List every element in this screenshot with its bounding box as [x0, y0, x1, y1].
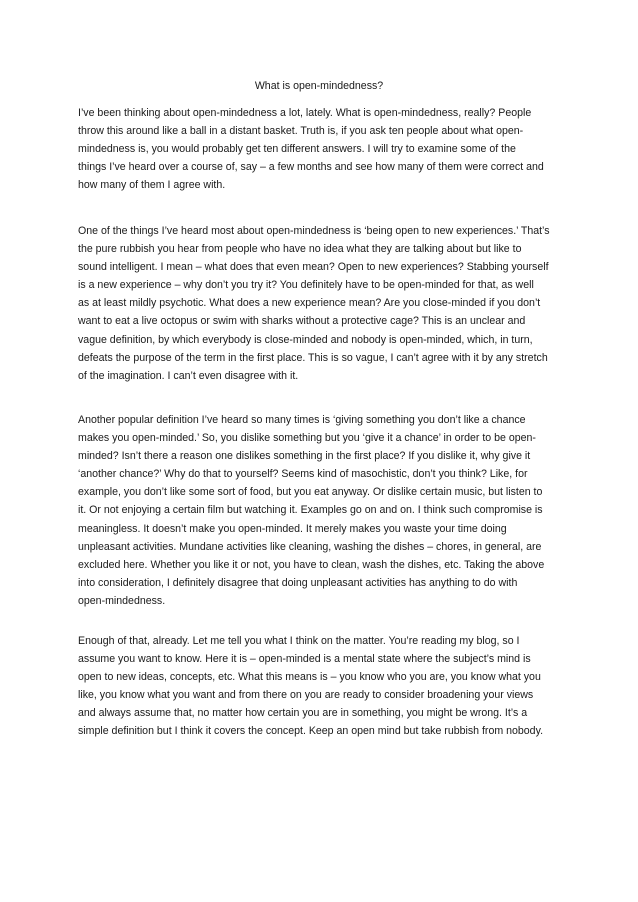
paragraph-line: things I’ve heard over a course of, say – a few months and see how many of them were correct and: [78, 161, 544, 174]
paragraph-line: as at least mildly psychotic. What does a new experience mean? Are you close-minded if you don’t: [78, 297, 541, 310]
paragraph-line: it. Or not enjoying a certain film but watching it. Examples go on and on. I think such compromise is: [78, 504, 543, 517]
paragraph-line: excluded here. Whether you like it or not, you have to clean, wash the dishes, etc. Taking the above: [78, 558, 545, 571]
paragraph-line: Enough of that, already. Let me tell you what I think on the matter. You’re reading my blog, so I: [78, 635, 520, 647]
paragraph-line: minded? Isn’t there a reason one dislikes something in the first place? If you dislike it, why give it: [78, 450, 531, 463]
paragraph-line: want to eat a live octopus or swim with sharks without a protective cage? This is an unclear and: [78, 315, 526, 328]
paragraph-line: ‘another chance?’ Why do that to yourself? Seems kind of masochistic, don’t you think? Like, for: [78, 468, 528, 481]
paragraph-line: of the imagination. I can’t even disagree with it.: [78, 369, 299, 382]
paragraph-3: [78, 411, 570, 610]
paragraph-2: [78, 222, 570, 385]
paragraph-line: One of the things I’ve heard most about open-mindedness is ‘being open to new experiences.’ That’s: [78, 225, 550, 237]
paragraph-line: meaningless. It doesn’t make you open-minded. It merely makes you waste your time doing: [78, 522, 507, 535]
paragraph-line: assume you want to know. Here it is – open-minded is a mental state where the subject’s mind is: [78, 653, 531, 666]
paragraph-line: Another popular definition I’ve heard so many times is ‘giving something you don’t like a chance: [78, 414, 526, 426]
paragraph-line: and always assume that, no matter how certain you are in something, you might be wrong. It’s a: [78, 707, 528, 720]
paragraph-4: [78, 632, 570, 741]
paragraph-line: open-mindedness.: [78, 594, 166, 607]
paragraph-line: vague definition, by which everybody is close-minded and nobody is open-minded, which, in turn,: [78, 333, 533, 346]
paragraph-1: [78, 104, 570, 194]
paragraph-line: sound intelligent. I mean – what does that even mean? Open to new experiences? Stabbing yourself: [78, 261, 549, 274]
paragraph-line: into consideration, I definitely disagree that doing unpleasant activities has anything to do with: [78, 576, 518, 589]
paragraph-line: simple definition but I think it covers the concept. Keep an open mind but take rubbish from nobody.: [78, 725, 544, 738]
paragraph-line: the pure rubbish you hear from people who have no idea what they are talking about but like to: [78, 243, 522, 256]
paragraph-line: like, you know what you want and from there on you are ready to consider broadening your views: [78, 689, 534, 702]
paragraph-line: how many of them I agree with.: [78, 179, 226, 192]
paragraph-line: throw this around like a ball in a distant basket. Truth is, if you ask ten people about what open-: [78, 125, 524, 138]
paragraph-line: is a new experience – why don’t you try it? You definitely have to be open-minded for that, as well: [78, 279, 534, 292]
paragraph-line: example, you don’t like some sort of food, but you eat anyway. Or dislike certain music, but listen to: [78, 486, 543, 499]
paragraph-line: unpleasant activities. Mundane activities like cleaning, washing the dishes – chores, in general, are: [78, 540, 542, 553]
paragraph-line: defeats the purpose of the term in the first place. This is so vague, I can’t agree with it by any stretch: [78, 351, 548, 364]
paragraph-line: mindedness is, you would probably get ten different answers. I will try to examine some of the: [78, 143, 516, 156]
document-title: What is open-mindedness?: [254, 80, 384, 92]
paragraph-line: makes you open-minded.’ So, you dislike something but you ‘give it a chance’ in order to be open-: [78, 432, 536, 445]
paragraph-line: open to new ideas, concepts, etc. What this means is – you know who you are, you know what you: [78, 671, 541, 684]
paragraph-line: I’ve been thinking about open-mindedness a lot, lately. What is open-mindedness, really? People: [78, 107, 532, 119]
